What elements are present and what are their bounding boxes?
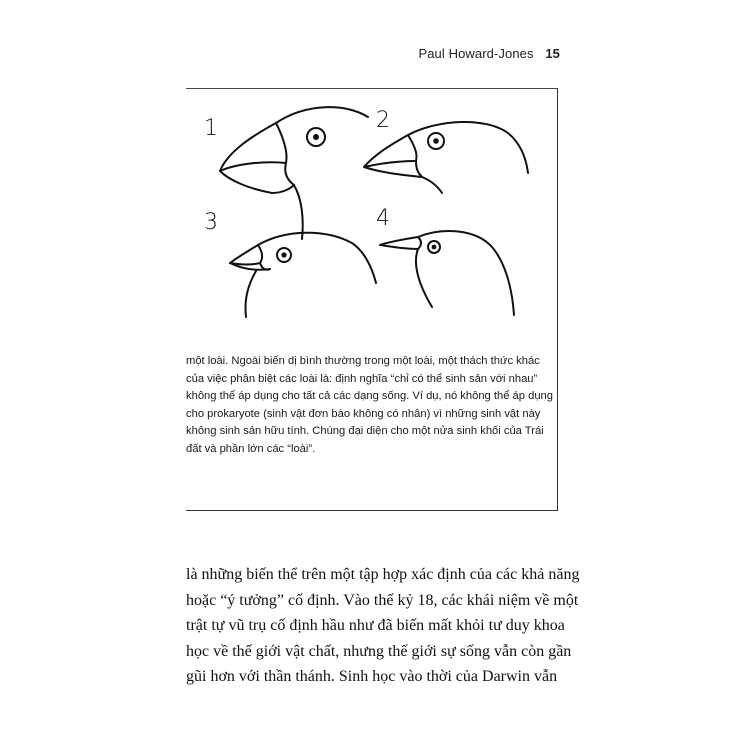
caption-line: của việc phân biệt các loài là: định nghĩa “chỉ có thể sinh sản với nhau” <box>186 372 538 385</box>
bird-head-1 <box>220 107 368 239</box>
finch-beaks-illustration <box>186 89 558 351</box>
body-paragraph <box>186 562 580 690</box>
body-line: trật tự vũ trụ cố định hầu như đã biến mất khỏi tư duy khoa <box>186 617 565 634</box>
bird-label-3: 3 <box>204 210 218 235</box>
bird-head-4 <box>380 231 514 315</box>
bird-head-3 <box>230 233 376 317</box>
bird-label-1: 1 <box>204 116 218 141</box>
page-number: 15 <box>545 46 560 61</box>
running-head <box>418 46 560 61</box>
caption-line: một loài. Ngoài biến dị bình thường trong một loài, một thách thức khác <box>186 355 540 367</box>
caption-line: đất và phần lớn các “loài”. <box>186 442 316 455</box>
caption-line: không sinh sản hữu tính. Chúng đại diện cho một nửa sinh khối của Trái <box>186 425 544 438</box>
body-line: hoặc “ý tưởng” cố định. Vào thế kỷ 18, các khái niệm về một <box>186 591 579 609</box>
bird-label-2: 2 <box>376 108 390 133</box>
figure-caption <box>186 353 553 459</box>
body-line: là những biến thể trên một tập hợp xác định của các khả năng <box>186 566 580 583</box>
figure-box <box>186 88 558 511</box>
caption-line: cho prokaryote (sinh vật đơn bào không có nhân) vì những sinh vật này <box>186 407 541 420</box>
author-name: Paul Howard-Jones <box>418 46 534 61</box>
body-line: gũi hơn với thần thánh. Sinh học vào thời của Darwin vẫn <box>186 668 558 685</box>
bird-label-4: 4 <box>376 206 390 231</box>
caption-line: không thể áp dụng cho tất cả các dạng sống. Ví dụ, nó không thể áp dụng <box>186 390 553 403</box>
body-line: học về thế giới vật chất, nhưng thế giới sự sống vẫn còn gần <box>186 642 572 660</box>
